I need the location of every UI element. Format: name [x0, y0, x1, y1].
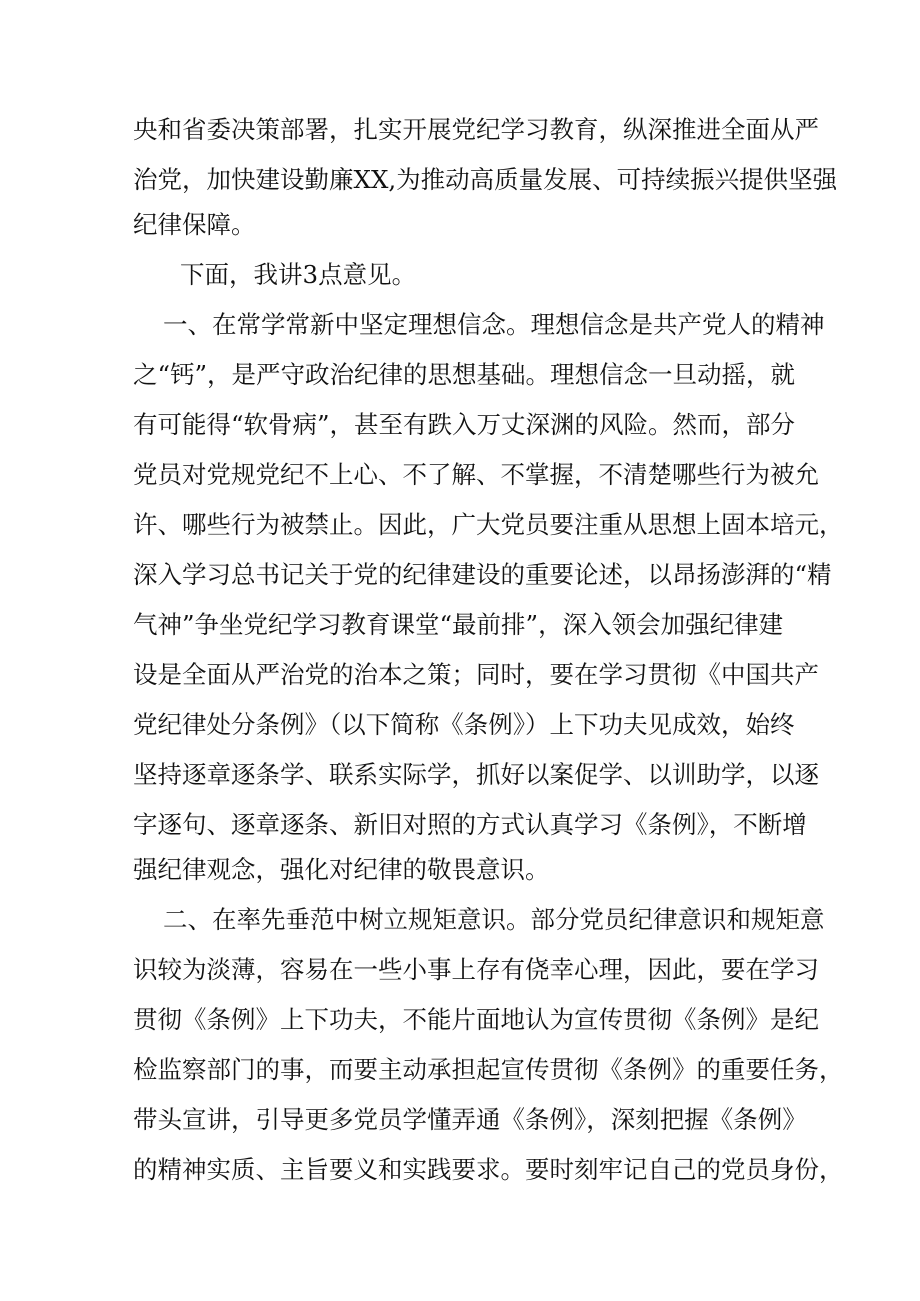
text-line: 央和省委决策部署，扎实开展党纪学习教育，纵深推进全面从严: [133, 115, 819, 144]
text-line: 字逐句、逐章逐条、新旧对照的方式认真学习《条例》，不断增: [133, 810, 807, 839]
text-line: 党员对党规党纪不上心、不了解、不掌握，不清楚哪些行为被允: [133, 460, 819, 489]
text-line: 气神”争坐党纪学习教育课堂“最前排”，深入领会加强纪律建: [133, 610, 784, 639]
text-line: 设是全面从严治党的治本之策；同时，要在学习贯彻《中国共产: [133, 660, 819, 689]
text-line: 一、在常学常新中坚定理想信念。理想信念是共产党人的精神: [163, 310, 825, 339]
text-line: 深入学习总书记关于党的纪律建设的重要论述，以昂扬澎湃的“精: [133, 560, 832, 589]
text-line: 坚持逐章逐条学、联系实际学，抓好以案促学、以训助学，以逐: [133, 760, 819, 789]
text-line: 下面，我讲3点意见。: [180, 260, 417, 289]
text-line: 有可能得“软骨病”，甚至有跌入万丈深渊的风险。然而，部分: [133, 410, 796, 439]
text-line: 识较为淡薄，容易在一些小事上存有侥幸心理，因此，要在学习: [133, 955, 819, 984]
text-line: 的精神实质、主旨要义和实践要求。要时刻牢记自己的党员身份，: [133, 1155, 844, 1184]
text-line: 治党，加快建设勤廉XX,为推动高质量发展、可持续振兴提供坚强: [133, 165, 838, 194]
text-line: 党纪律处分条例》（以下简称《条例》）上下功夫见成效，始终: [133, 710, 795, 739]
text-line: 带头宣讲，引导更多党员学懂弄通《条例》，深刻把握《条例》: [133, 1105, 807, 1134]
text-line: 纪律保障。: [133, 210, 256, 239]
text-line: 检监察部门的事，而要主动承担起宣传贯彻《条例》的重要任务，: [133, 1055, 844, 1084]
text-line: 之“钙”，是严守政治纪律的思想基础。理想信念一旦动摇，就: [133, 360, 796, 389]
text-line: 强纪律观念，强化对纪律的敬畏意识。: [133, 855, 550, 884]
text-line: 二、在率先垂范中树立规矩意识。部分党员纪律意识和规矩意: [163, 905, 825, 934]
text-line: 贯彻《条例》上下功夫，不能片面地认为宣传贯彻《条例》是纪: [133, 1005, 819, 1034]
text-line: 许、哪些行为被禁止。因此，广大党员要注重从思想上固本培元，: [133, 510, 844, 539]
